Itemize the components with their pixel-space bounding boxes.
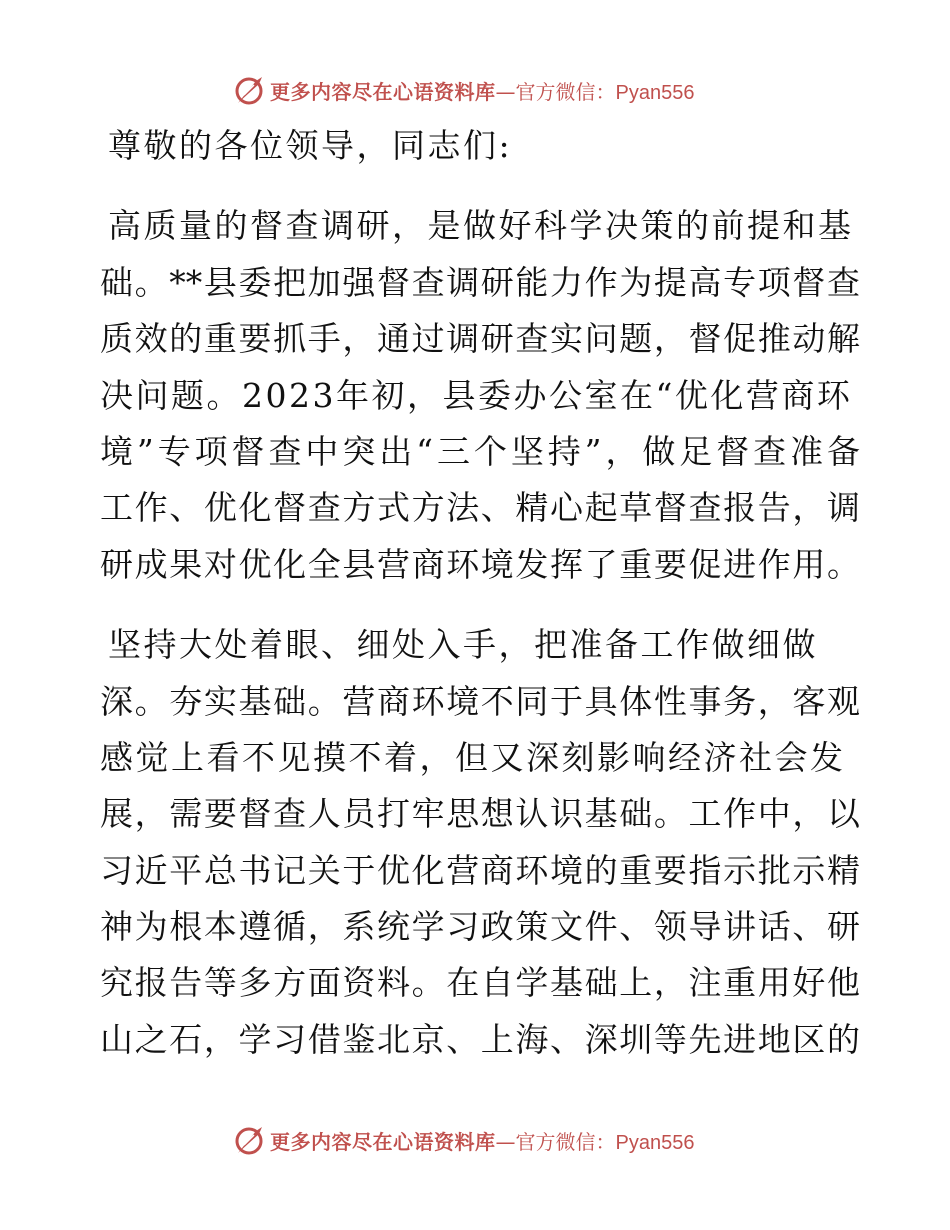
paragraph-2 [100, 617, 860, 1068]
watermark-brand: 更多内容尽在心语资料库 [270, 1129, 496, 1154]
paragraph-line: 境”专项督查中突出“三个坚持”，做足督查准备 [100, 431, 860, 471]
watermark-brand: 更多内容尽在心语资料库 [270, 79, 496, 104]
watermark-wechat-id: Pyan556 [615, 81, 695, 104]
greeting: 尊敬的各位领导，同志们: [108, 126, 513, 165]
quill-pen-logo-icon [232, 73, 266, 107]
paragraph-line: 决问题。2023年初，县委办公室在“优化营商环 [100, 375, 853, 415]
watermark-text [270, 76, 694, 105]
watermark-banner-bottom [232, 1120, 752, 1160]
paragraph-line: 山之石，学习借鉴北京、上海、深圳等先进地区的 [100, 1019, 860, 1059]
watermark-separator: — [495, 79, 516, 104]
watermark-wechat-id: Pyan556 [615, 1131, 695, 1154]
watermark-label: 官方微信： [515, 1129, 616, 1154]
watermark-label: 官方微信： [515, 79, 616, 104]
paragraph-line: 习近平总书记关于优化营商环境的重要指示批示精 [100, 850, 860, 890]
paragraph-line: 感觉上看不见摸不着，但又深刻影响经济社会发 [100, 737, 846, 777]
paragraph-line: 高质量的督查调研，是做好科学决策的前提和基 [108, 206, 854, 246]
watermark-text [270, 1126, 694, 1155]
paragraph-line: 础。**县委把加强督查调研能力作为提高专项督查 [100, 262, 860, 302]
paragraph-line: 展，需要督查人员打牢思想认识基础。工作中，以 [100, 794, 860, 834]
paragraph-line: 工作、优化督查方式方法、精心起草督查报告，调 [100, 488, 860, 528]
paragraph-line: 深。夯实基础。营商环境不同于具体性事务，客观 [100, 681, 860, 721]
paragraph-line: 神为根本遵循，系统学习政策文件、领导讲话、研 [100, 907, 860, 947]
paragraph-line: 坚持大处着眼、细处入手，把准备工作做细做 [108, 625, 818, 665]
document-body [100, 118, 860, 1068]
watermark-banner-top [232, 70, 752, 110]
paragraph-line: 质效的重要抓手，通过调研查实问题，督促推动解 [100, 319, 860, 359]
watermark-separator: — [495, 1129, 516, 1154]
paragraph-line: 究报告等多方面资料。在自学基础上，注重用好他 [100, 963, 860, 1003]
paragraph-1 [100, 198, 860, 593]
paragraph-line: 研成果对优化全县营商环境发挥了重要促进作用。 [100, 544, 860, 584]
quill-pen-logo-icon [232, 1123, 266, 1157]
